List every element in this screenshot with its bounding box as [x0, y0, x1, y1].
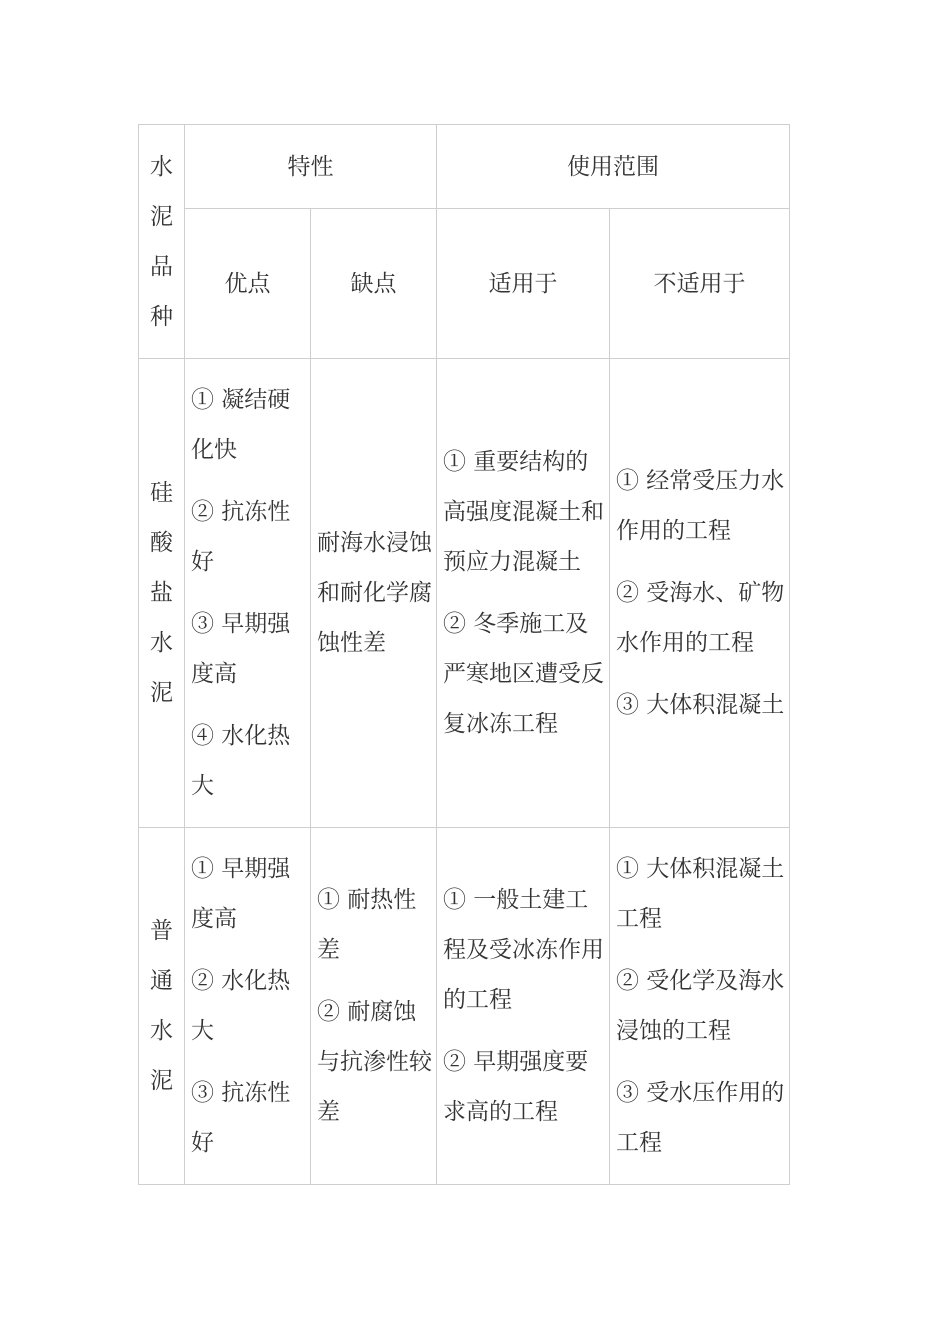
disadvantages-cell [311, 359, 437, 828]
header-unsuitable: 不适用于 [610, 209, 790, 359]
list-item: ③ 大体积混凝土 [616, 692, 785, 718]
vertical-label-text: 水泥品种 [150, 153, 173, 330]
header-row-1 [139, 125, 790, 209]
vertical-label-text: 普通水泥 [150, 918, 173, 1094]
list-item: ② 受海水、矿物水作用的工程 [616, 580, 785, 656]
advantages-cell [185, 359, 311, 828]
header-scope: 使用范围 [437, 125, 790, 209]
table-row [139, 828, 790, 1185]
list-item: ① 一般土建工程及受冰冻作用的工程 [443, 887, 604, 1013]
list-item: ① 耐热性差 [317, 887, 417, 963]
unsuitable-cell [610, 828, 790, 1185]
list-item: ② 早期强度要求高的工程 [443, 1049, 589, 1125]
vertical-label-text: 硅酸盐水泥 [150, 480, 173, 706]
list-item: ③ 抗冻性好 [191, 1080, 291, 1156]
cement-comparison-table [138, 124, 790, 1185]
unsuitable-cell [610, 359, 790, 828]
list-item: ④ 水化热大 [191, 723, 291, 799]
cement-name [139, 359, 185, 828]
list-item: 耐海水浸蚀和耐化学腐蚀性差 [317, 530, 432, 656]
list-item: ② 耐腐蚀与抗渗性较差 [317, 999, 432, 1125]
list-item: ① 经常受压力水作用的工程 [616, 468, 785, 544]
advantages-cell [185, 828, 311, 1185]
header-advantages: 优点 [185, 209, 311, 359]
header-disadvantages: 缺点 [311, 209, 437, 359]
disadvantages-cell [311, 828, 437, 1185]
list-item: ① 重要结构的高强度混凝土和预应力混凝土 [443, 449, 604, 575]
list-item: ③ 早期强度高 [191, 611, 291, 687]
header-properties: 特性 [185, 125, 437, 209]
list-item: ① 凝结硬化快 [191, 387, 291, 463]
list-item: ② 抗冻性好 [191, 499, 291, 575]
cement-name [139, 828, 185, 1185]
header-variety [139, 125, 185, 359]
list-item: ① 早期强度高 [191, 856, 291, 932]
list-item: ③ 受水压作用的工程 [616, 1080, 785, 1156]
suitable-cell [437, 828, 610, 1185]
list-item: ② 冬季施工及严寒地区遭受反复冰冻工程 [443, 611, 604, 737]
header-row-2 [139, 209, 790, 359]
list-item: ① 大体积混凝土工程 [616, 856, 785, 932]
list-item: ② 受化学及海水浸蚀的工程 [616, 968, 785, 1044]
suitable-cell [437, 359, 610, 828]
table-row [139, 359, 790, 828]
list-item: ② 水化热大 [191, 968, 291, 1044]
header-suitable: 适用于 [437, 209, 610, 359]
